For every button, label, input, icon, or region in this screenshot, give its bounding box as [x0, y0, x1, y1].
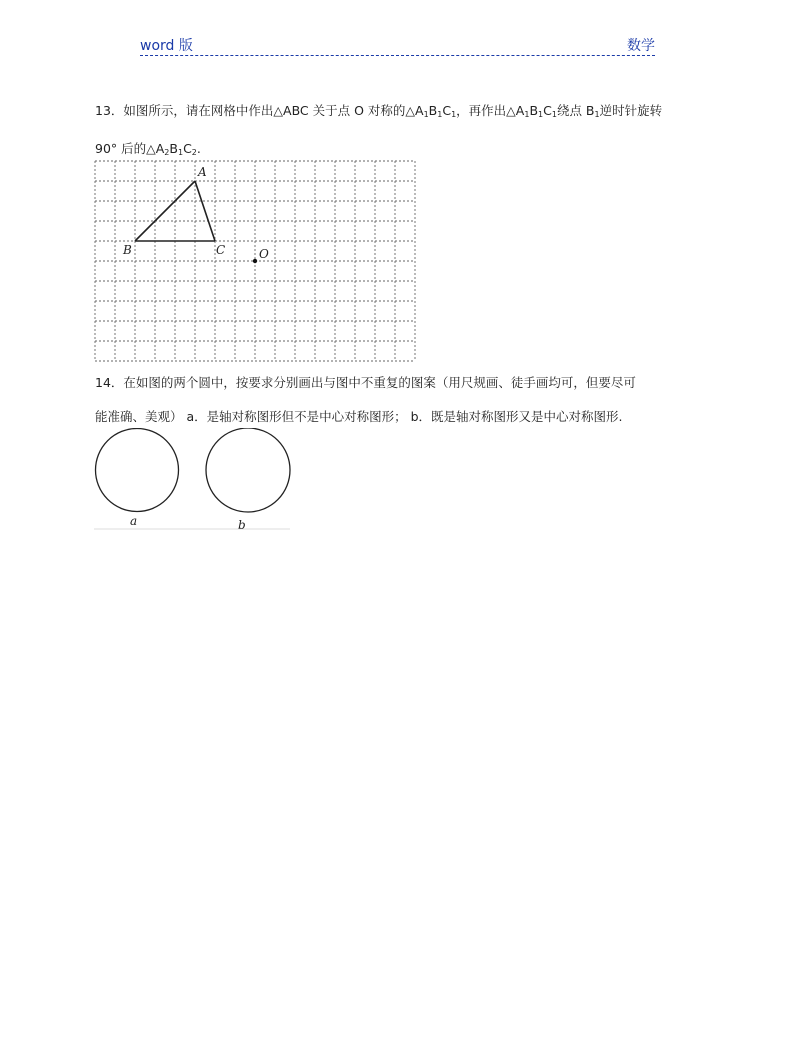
grid-figure [94, 160, 416, 366]
question-14-line-1: 14．在如图的两个圆中，按要求分别画出与图中不重复的图案（用尺规画、徒手画均可，但要尽可 [95, 375, 636, 390]
question-14 [95, 366, 705, 434]
question-13 [95, 94, 705, 170]
label-a: A [198, 165, 207, 179]
label-o: O [259, 247, 269, 261]
point-o [253, 259, 257, 263]
question-14-line-2: 能准确、美观） a．是轴对称图形但不是中心对称图形； b．既是轴对称图形又是中心对称图形. [95, 409, 623, 424]
header-left-text: word 版 [140, 38, 193, 54]
label-c: C [216, 243, 226, 257]
circle-b [206, 428, 290, 512]
circle-b-label: b [238, 518, 246, 532]
page-header [140, 35, 655, 56]
side-ab [135, 181, 195, 241]
grid-svg [94, 160, 416, 362]
circle-a [96, 429, 179, 512]
label-b: B [123, 243, 132, 257]
circle-a-label: a [130, 514, 138, 528]
side-ca [195, 181, 215, 241]
circles-svg [94, 428, 294, 534]
question-13-line-1: 13．如图所示，请在网格中作出△ABC 关于点 O 对称的$\triangle A_1B_1C_1$，再作出$\triangle A_1B_1C_1$绕点 $B_1$逆时针旋转 [95, 103, 663, 119]
question-13-line-2: 90° 后的$\triangle A_2B_1C_2$. [95, 141, 201, 157]
header-right-text: 数学 [627, 38, 655, 54]
circles-figure [94, 428, 294, 538]
